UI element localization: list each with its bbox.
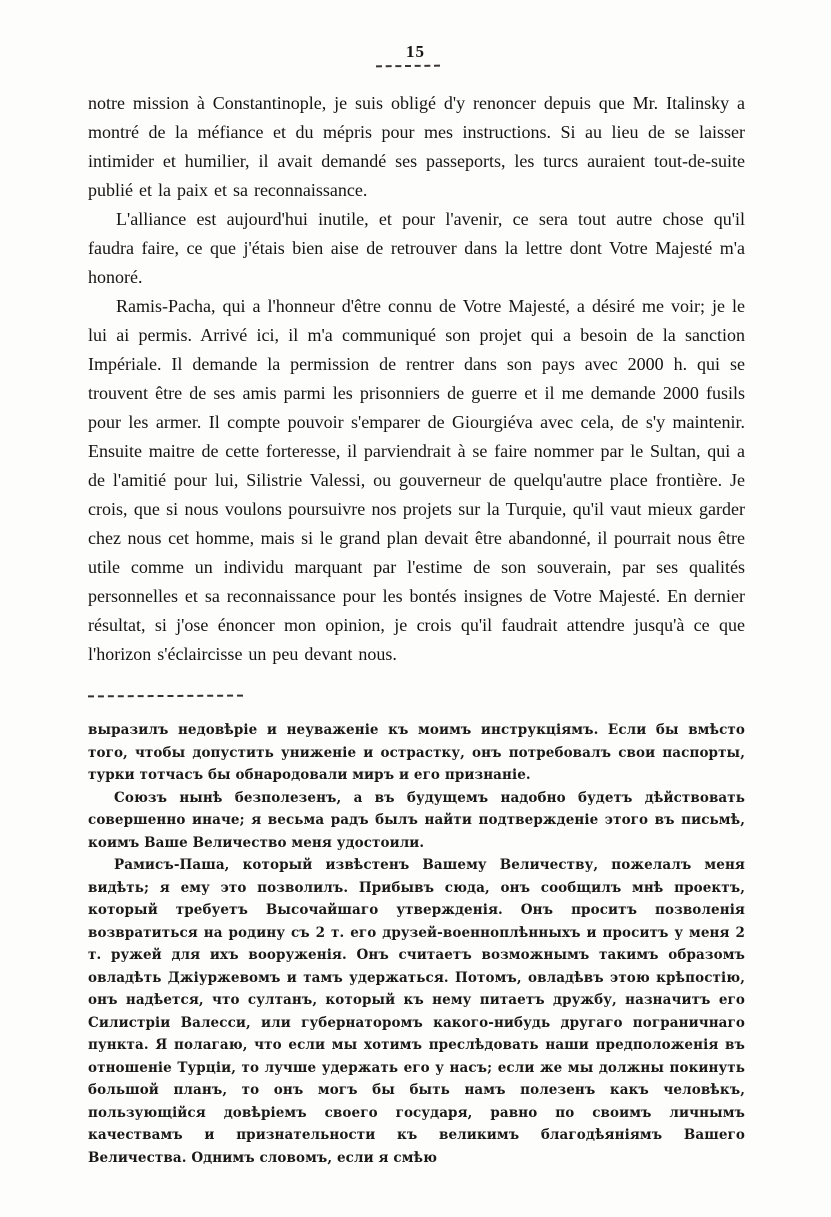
page-number-underline bbox=[375, 65, 439, 68]
footnote-paragraph: Рамисъ-Паша, который извѣстенъ Вашему Величеству, пожелалъ меня видѣть; я ему это позволилъ. Прибывъ сюда, онъ сообщилъ мнѣ проектъ, который требуетъ Высочайшаго утвержденія. Онъ проситъ позволенія возвратиться на родину съ 2 т. его друзей-военноплѣнныхъ и проситъ у меня 2 т. ружей для ихъ вооруженія. Онъ считаетъ возможнымъ такимъ образомъ овладѣть Джіуржевомъ и тамъ удержаться. Потомъ, овладѣвъ этою крѣпостію, онъ надѣется, что султанъ, который къ нему питаетъ дружбу, назначитъ его Силистріи Валесси, или губернаторомъ какого-нибудь другаго пограничнаго пункта. Я полагаю, что если мы хотимъ преслѣдовать наши предположенія въ отношеніе Турціи, то лучше удержать его у насъ; если же мы должны покинуть большой планъ, то онъ могъ бы быть намъ полезенъ какъ человѣкъ, пользующійся довѣріемъ своего государя, равно по своимъ личнымъ качествамъ и признательности къ великимъ благодѣяніямъ Вашего Величества. Однимъ словомъ, если я смѣю bbox=[88, 857, 745, 1166]
main-paragraph: L'alliance est aujourd'hui inutile, et pour l'avenir, ce sera tout autre chose qu'il faudra faire, ce que j'étais bien aise de retrouver dans la lettre dont Votre Majesté m'a honoré. bbox=[88, 209, 745, 287]
page-number: 15 bbox=[406, 42, 425, 61]
main-paragraph: Ramis-Pacha, qui a l'honneur d'être connu de Votre Majesté, a désiré me voir; je le lui ai permis. Arrivé ici, il m'a communiqué son projet qui a besoin de la sanction Impériale. Il demande la permission de rentrer dans son pays avec 2000 h. qui se trouvent être de ses amis parmi les prisonniers de guerre et il me demande 2000 fusils pour les armer. Il compte pouvoir s'emparer de Giourgiéva avec cela, de s'y maintenir. Ensuite maitre de cette forteresse, il parviendrait à se faire nommer par le Sultan, qui a de l'amitié pour lui, Silistrie Valessi, ou gouverneur de quelqu'autre place frontière. Je crois, que si nous voulons poursuivre nos projets sur la Turquie, qu'il vaut mieux garder chez nous cet homme, mais si le grand plan devait être abandonné, il pourrait nous être utile comme un individu marquant par l'estime de son souverain, par ses qualités personnelles et sa reconnaissance pour les bontés insignes de Votre Majesté. En dernier résultat, si j'ose énoncer mon opinion, je crois qu'il faudrait attendre jusqu'à ce que l'horizon s'éclaircisse un peu devant nous. bbox=[88, 296, 745, 664]
main-paragraph: notre mission à Constantinople, je suis obligé d'y renoncer depuis que Mr. Italinsky a montré de la méfiance et du mépris pour mes instructions. Si au lieu de se laisser intimider et humilier, il avait demandé ses passeports, les turcs auraient tout-de-suite publié et la paix et sa reconnaissance. bbox=[88, 93, 745, 200]
footnote-separator-rule bbox=[88, 695, 243, 698]
page-header bbox=[0, 0, 831, 67]
footnote-paragraph: Союзъ нынѣ безполезенъ, а въ будущемъ надобно будетъ дѣйствовать совершенно иначе; я весьма радъ былъ найти подтвержденіе этого въ письмѣ, коимъ Ваше Величество меня удостоили. bbox=[88, 789, 745, 851]
footnote-russian bbox=[88, 719, 745, 1169]
footnote-paragraph: выразилъ недовѣріе и неуваженіе къ моимъ инструкціямъ. Если бы вмѣсто того, чтобы допустить униженіе и острастку, онъ потребовалъ свои паспорты, турки тотчасъ бы обнародовали миръ и его признаніе. bbox=[88, 722, 745, 783]
main-text-french bbox=[88, 89, 745, 669]
